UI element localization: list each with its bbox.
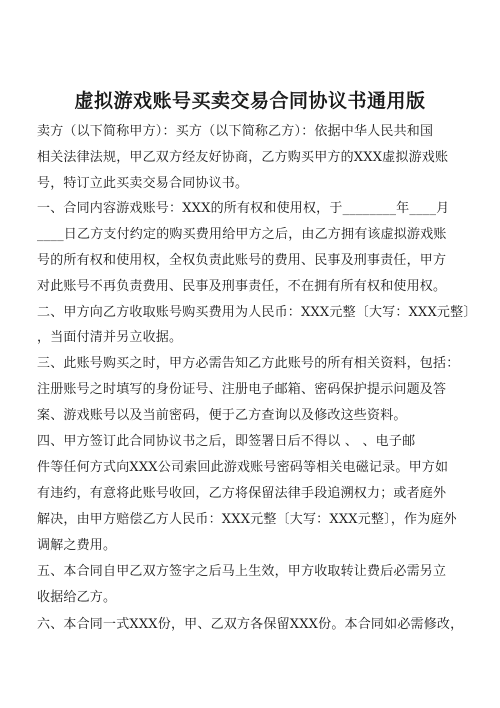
body-line: 五、本合同自甲乙双方签字之后马上生效，甲方收取转让费后必需另立 [37,564,447,579]
body-line: 六、本合同一式XXX份，甲、乙双方各保留XXX份。本合同如必需修改， [37,617,464,632]
body-line: ____日乙方支付约定的购买费用给甲方之后，由乙方拥有该虚拟游戏账 [37,227,447,242]
body-line: 调解之费用。 [37,538,117,553]
body-line: 注册账号之时填写的身份证号、注册电子邮箱、密码保护提示问题及答 [37,382,447,397]
body-line: 二、甲方向乙方收取账号购买费用为人民币：XXX元整〔大写：XXX元整〕 [37,305,477,320]
body-line: 相关法律法规，甲乙双方经友好协商，乙方购买甲方的XXX虚拟游戏账 [37,150,449,165]
document-title: 虚拟游戏账号买卖交易合同协议书通用版 [74,90,426,112]
body-line: 四、甲方签订此合同协议书之后，即签署日后不得以 、 、电子邮 [37,434,416,449]
body-line: 件等任何方式向XXX公司索回此游戏账号密码等相关电磁记录。甲方如 [37,460,449,475]
body-line: 三、此账号购买之时，甲方必需告知乙方此账号的所有相关资料，包括： [37,356,460,371]
body-line: 一、合同内容游戏账号：XXX的所有权和使用权，于________年____月 [37,201,450,216]
body-line: 收据给乙方。 [37,590,117,605]
body-line: 案、游戏账号以及当前密码，便于乙方查询以及修改这些资料。 [37,408,407,423]
body-line: 对此账号不再负责费用、民事及刑事责任，不在拥有所有权和使用权。 [37,279,447,294]
body-line: 卖方（以下简称甲方）：买方（以下简称乙方）：依据中华人民共和国 [37,124,434,139]
body-line: 有违约，有意将此账号收回，乙方将保留法律手段追溯权力；或者庭外 [37,486,447,501]
body-line: 号的所有权和使用权，全权负责此账号的费用、民事及刑事责任，甲方 [37,253,447,268]
body-line: ，当面付清并另立收据。 [37,330,183,345]
body-line: 号，特订立此买卖交易合同协议书。 [37,176,249,191]
body-line: 解决，由甲方赔偿乙方人民币：XXX元整〔大写：XXX元整〕，作为庭外 [37,512,457,527]
